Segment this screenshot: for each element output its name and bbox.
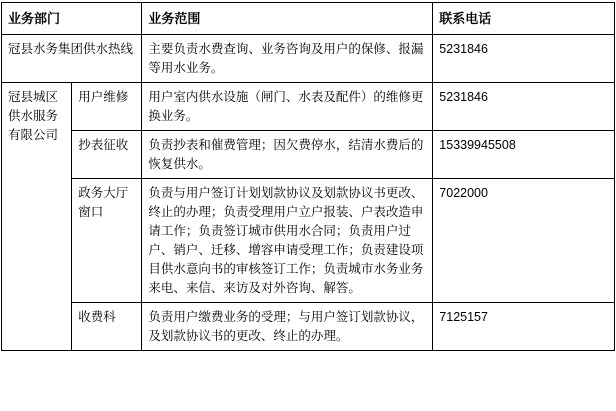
table-row [2,179,615,303]
table-row [2,131,615,179]
cell-department: 冠县水务集团供水热线 [2,35,142,83]
cell-subdepartment: 用户维修 [72,83,142,131]
cell-department: 冠县城区供水服务有限公司 [2,83,72,351]
cell-phone: 5231846 [433,35,615,83]
table-row [2,83,615,131]
cell-scope: 负责与用户签订计划划款协议及划款协议书更改、终止的办理；负责受理用户立户报装、户表改造申请工作；负责签订城市供用水合同；负责用户过户、销户、迁移、增容申请受理工作；负责建设项目供水意向书的审核签订工作；负责城市水务业务来电、来信、来访及对外咨询、解答。 [142,179,433,303]
cell-subdepartment: 抄表征收 [72,131,142,179]
cell-scope: 负责抄表和催费管理；因欠费停水，结清水费后的恢复供水。 [142,131,433,179]
table-row [2,303,615,351]
table-body [2,35,615,351]
document-sheet [0,2,616,411]
header-cell-department: 业务部门 [2,3,142,35]
cell-subdepartment: 政务大厅窗口 [72,179,142,303]
table-row [2,35,615,83]
cell-phone: 15339945508 [433,131,615,179]
cell-phone: 5231846 [433,83,615,131]
table-header-row [2,3,615,35]
contact-table [1,2,615,351]
cell-phone: 7125157 [433,303,615,351]
header-cell-phone: 联系电话 [433,3,615,35]
cell-phone: 7022000 [433,179,615,303]
cell-scope: 主要负责水费查询、业务咨询及用户的保修、报漏等用水业务。 [142,35,433,83]
cell-subdepartment: 收费科 [72,303,142,351]
header-cell-scope: 业务范围 [142,3,433,35]
cell-scope: 用户室内供水设施（闸门、水表及配件）的维修更换业务。 [142,83,433,131]
cell-scope: 负责用户缴费业务的受理；与用户签订划款协议，及划款协议书的更改、终止的办理。 [142,303,433,351]
table-header [2,3,615,35]
